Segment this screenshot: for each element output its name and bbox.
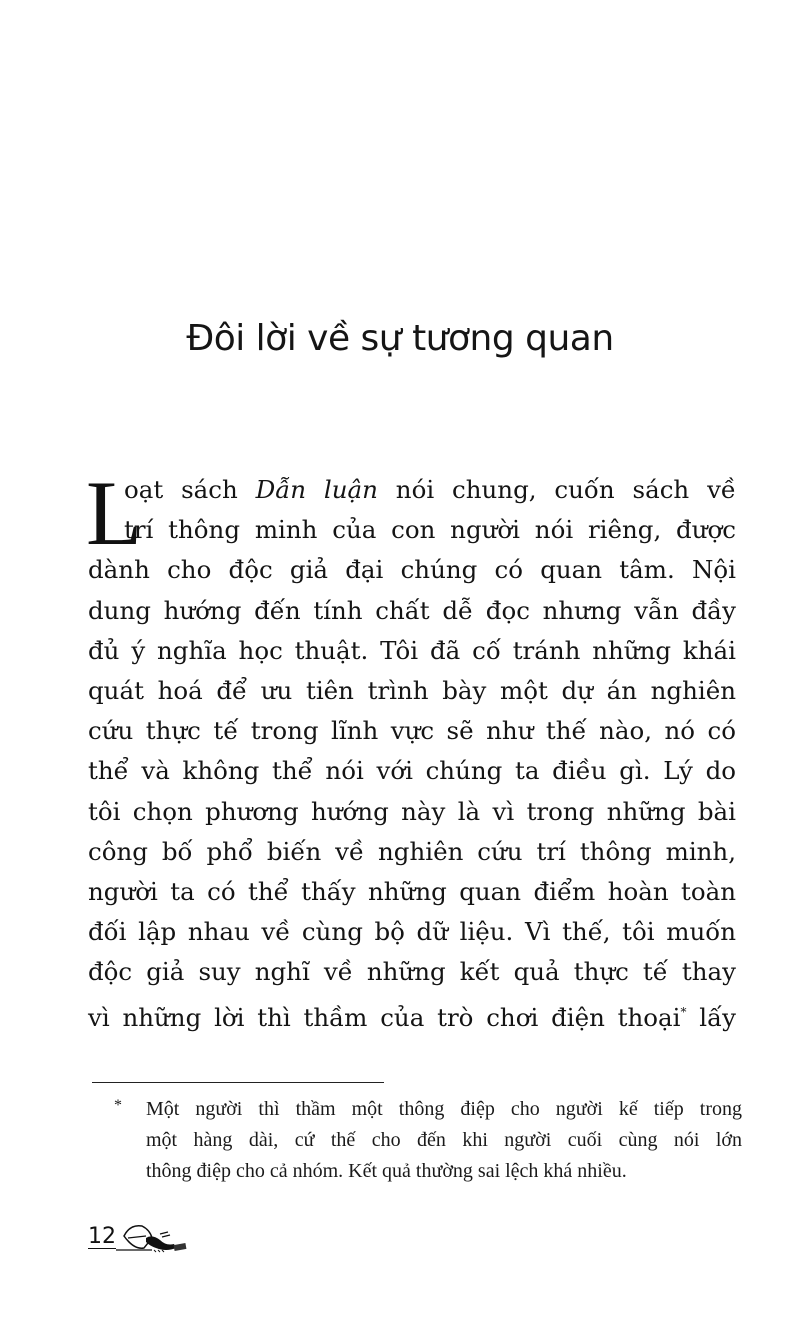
- footnote-divider: [92, 1082, 384, 1083]
- footnote-mark: *: [114, 1097, 122, 1114]
- body-paragraph: [86, 462, 737, 1033]
- body-line: công bố phổ biến về nghiên cứu trí thông minh,: [88, 836, 736, 866]
- body-line: oạt sách Dẫn luận nói chung, cuốn sách về: [124, 475, 736, 504]
- page-number: 12: [88, 1224, 116, 1249]
- book-series-title: Dẫn luận: [255, 475, 378, 504]
- body-line: trí thông minh của con người nói riêng, được: [124, 515, 736, 545]
- body-line: độc giả suy nghĩ về những kết quả thực tế thay: [88, 957, 736, 987]
- body-line: cứu thực tế trong lĩnh vực sẽ như thế nào, nó có: [88, 716, 736, 746]
- footnote: [92, 1094, 742, 1187]
- footnote-line: thông điệp cho cả nhóm. Kết quả thường sai lệch khá nhiều.: [146, 1160, 627, 1182]
- body-line: người ta có thể thấy những quan điểm hoàn toàn: [88, 876, 736, 906]
- body-line: tôi chọn phương hướng này là vì trong những bài: [88, 796, 736, 826]
- body-line: đủ ý nghĩa học thuật. Tôi đã cố tránh những khái: [88, 635, 736, 665]
- body-line: dành cho độc giả đại chúng có quan tâm. Nội: [88, 555, 736, 585]
- chapter-title: Đôi lời về sự tương quan: [186, 318, 614, 359]
- body-line: vì những lời thì thầm của trò chơi điện thoại* lấy: [88, 1003, 737, 1033]
- footnote-line: một hàng dài, cứ thế cho đến khi người cuối cùng nói lớn: [146, 1129, 742, 1151]
- body-line: quát hoá để ưu tiên trình bày một dự án nghiên: [88, 675, 736, 705]
- pen-quill-ornament-icon: [116, 1220, 196, 1259]
- drop-cap: L: [86, 462, 143, 564]
- body-line: thể và không thể nói với chúng ta điều gì. Lý do: [88, 756, 736, 786]
- footnote-text: [146, 1094, 742, 1187]
- footnote-reference[interactable]: *: [680, 1005, 687, 1020]
- body-line: dung hướng đến tính chất dễ đọc nhưng vẫn đầy: [88, 595, 736, 625]
- footnote-line: Một người thì thầm một thông điệp cho người kế tiếp trong: [146, 1098, 742, 1120]
- body-line: đối lập nhau về cùng bộ dữ liệu. Vì thế, tôi muốn: [88, 917, 736, 947]
